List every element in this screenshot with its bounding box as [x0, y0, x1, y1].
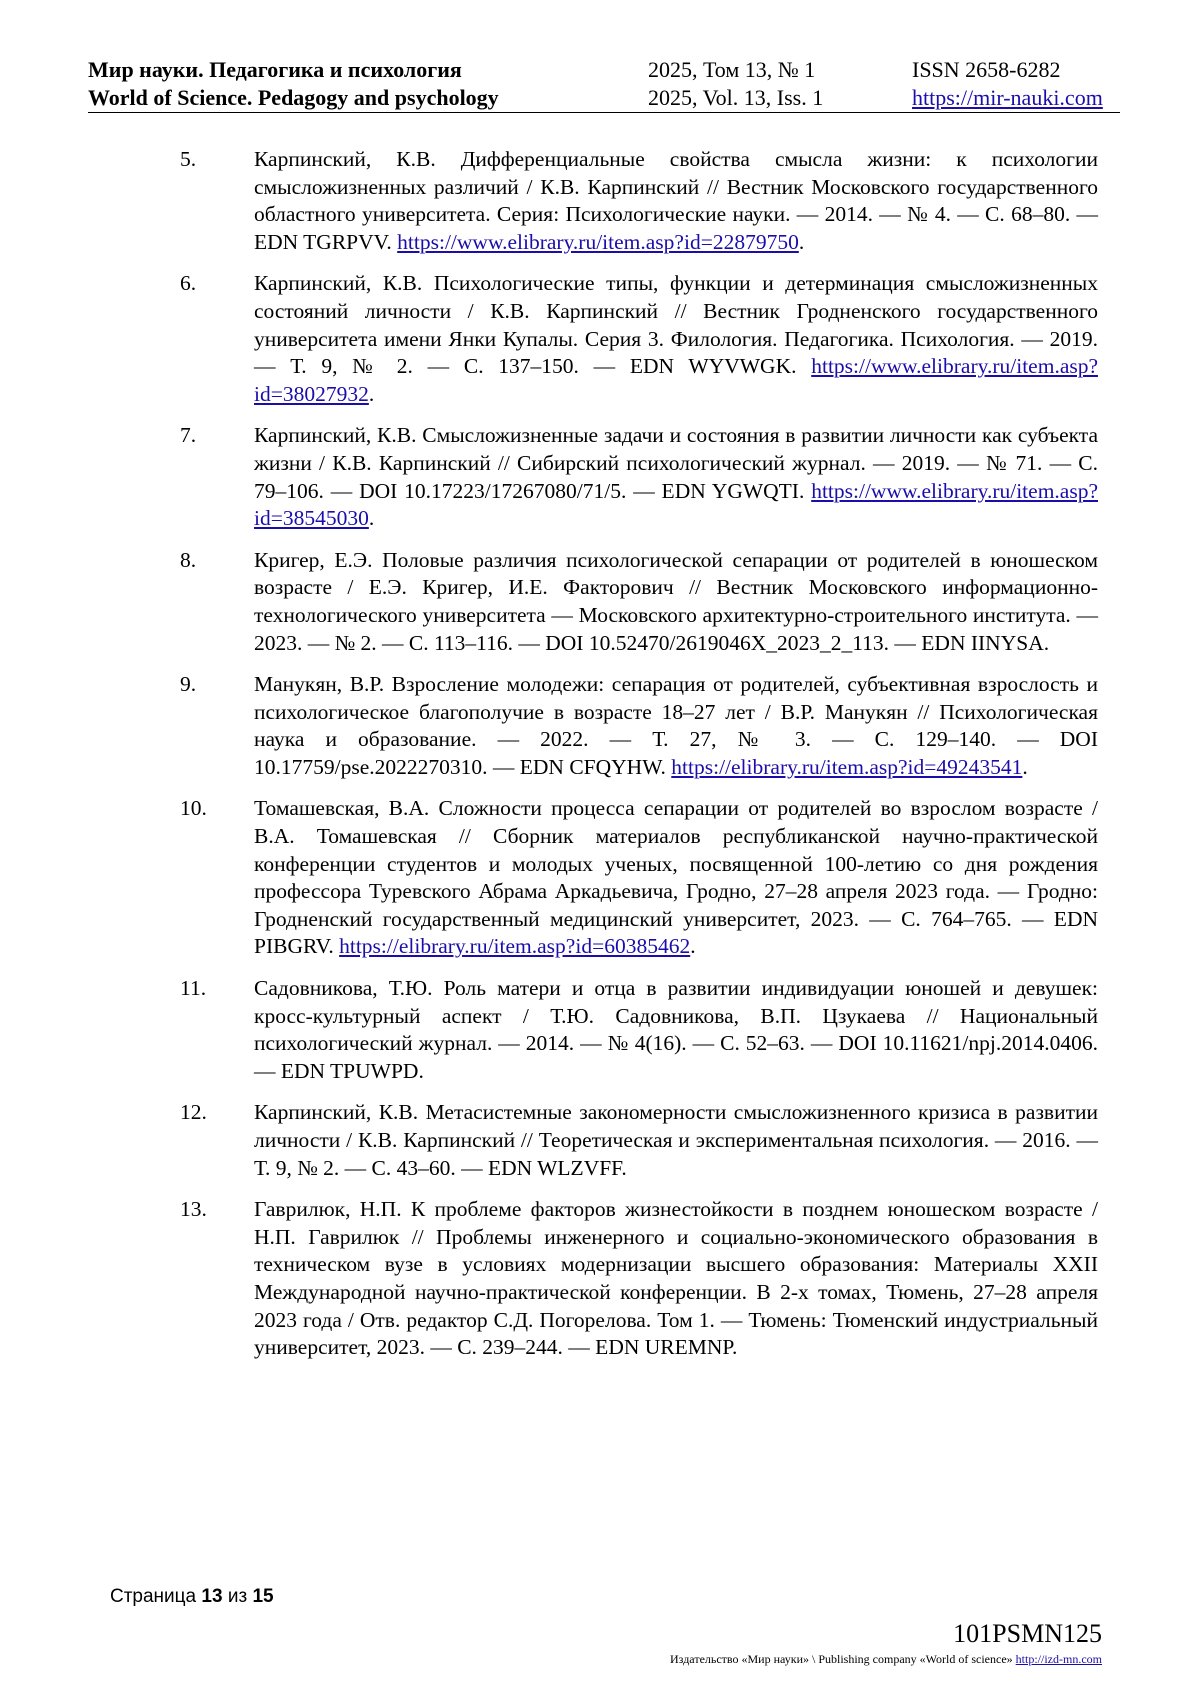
reference-item — [180, 547, 1098, 657]
reference-number: 12. — [180, 1100, 207, 1125]
issue-info — [648, 56, 823, 112]
reference-number: 7. — [180, 423, 197, 448]
journal-site-link[interactable]: https://mir-nauki.com — [912, 85, 1103, 110]
page-current: 13 — [201, 1586, 223, 1607]
page-counter — [110, 1586, 274, 1608]
reference-text: Карпинский, К.В. Смысложизненные задачи и состояния в развитии личности как субъекта жизни / К.В. Карпинский // Сибирский психологический журнал. — 2019. — № 71. — С. 79–106. — DOI 10.17223/17267080/71/5. — EDN YGWQTI. — [254, 423, 1098, 503]
reference-text: Кригер, Е.Э. Половые различия психологической сепарации от родителей в юношеском возрасте / Е.Э. Кригер, И.Е. Факторович // Вестник Московского информационно-технологического университета — Московского архитектурно-строительного института. — 2023. — № 2. — С. 113–116. — DOI 10.52470/2619046X_2023_2_113. — EDN IINYSA. — [254, 547, 1098, 655]
reference-end: . — [368, 381, 375, 406]
reference-number: 5. — [180, 147, 197, 171]
publisher-text: Издательство «Мир науки» \ Publishing company «World of science» — [670, 1652, 1013, 1666]
reference-number: 6. — [180, 271, 197, 296]
journal-title-en: World of Science. Pedagogy and psychology — [88, 85, 499, 110]
reference-number: 13. — [180, 1197, 207, 1222]
reference-end: . — [1022, 754, 1028, 779]
reference-item — [180, 671, 1098, 781]
reference-text: Манукян, В.Р. Взросление молодежи: сепарация от родителей, субъективная взрослость и психологическое благополучие в возрасте 18–27 лет / В.Р. Манукян // Психологическая наука и образование. — 2022. — Т. 27, № 3. — С. 129–140. — DOI 10.17759/pse.2022270310. — EDN CFQYHW. — [254, 672, 1098, 779]
page-total: 15 — [252, 1586, 274, 1607]
reference-text: Карпинский, К.В. Дифференциальные свойства смысла жизни: к психологии смысложизненных различий / К.В. Карпинский // Вестник Московского государственного областного университета. Серия: Психологические науки. — 2014. — № 4. — С. 68–80. — EDN TGRPVV. — [254, 147, 1098, 254]
reference-link[interactable]: https://www.elibrary.ru/item.asp?id=38545030 — [254, 478, 1098, 531]
page-label: Страница — [110, 1586, 197, 1607]
reference-number: 8. — [180, 547, 197, 572]
issn: ISSN 2658-6282 — [912, 57, 1061, 82]
reference-text: Карпинский, К.В. Психологические типы, функции и детерминация смысложизненных состояний личности / К.В. Карпинский // Вестник Гродненского государственного университета имени Янки Купалы. Серия 3. Филология. Педагогика. Психология. — 2019. — Т. 9, № 2. — С. 137–150. — EDN WYVWGK. — [254, 271, 1098, 379]
issue-info-en: 2025, Vol. 13, Iss. 1 — [648, 85, 824, 110]
page-header — [88, 56, 1120, 113]
reference-text: Садовникова, Т.Ю. Роль матери и отца в развитии индивидуации юношей и девушек: кросс-культурный аспект / Т.Ю. Садовникова, В.П. Цзукаева // Национальный психологический журнал. — 2014. — № 4(16). — С. 52–63. — DOI 10.11621/npj.2014.0406. — EDN TPUWPD. — [254, 976, 1098, 1083]
page-of: из — [227, 1586, 248, 1607]
reference-number: 11. — [180, 976, 207, 1001]
reference-end: . — [368, 506, 375, 531]
reference-link[interactable]: https://www.elibrary.ru/item.asp?id=38027932 — [254, 354, 1099, 406]
reference-item — [180, 1196, 1098, 1362]
reference-item — [180, 1099, 1098, 1182]
reference-item — [180, 146, 1098, 256]
reference-text: Томашевская, В.А. Сложности процесса сепарации от родителей во взрослом возрасте / В.А. Томашевская // Сборник материалов республиканской научно-практической конференции студентов и молодых ученых, посвященной 100-летию со дня рождения профессора Туревского Абрама Аркадьевича, Гродно, 27–28 апреля 2023 года. — Гродно: Гродненский государственный медицинский университет, 2023. — С. 764–765. — EDN PIBGRV. — [254, 796, 1098, 959]
journal-title — [88, 56, 499, 112]
reference-link[interactable]: https://www.elibrary.ru/item.asp?id=22879750 — [397, 229, 799, 254]
reference-number: 10. — [180, 796, 207, 821]
publisher-link[interactable]: http://izd-mn.com — [1015, 1652, 1102, 1666]
reference-item — [180, 795, 1098, 961]
journal-ids — [912, 56, 1103, 112]
issue-info-ru: 2025, Том 13, № 1 — [648, 57, 816, 82]
reference-end: . — [690, 934, 696, 959]
reference-item — [180, 422, 1098, 532]
reference-end: . — [798, 229, 805, 254]
reference-number: 9. — [180, 672, 197, 697]
reference-text: Карпинский, К.В. Метасистемные закономерности смысложизненного кризиса в развитии личности / К.В. Карпинский // Теоретическая и экспериментальная психология. — 2016. — Т. 9, № 2. — С. 43–60. — EDN WLZVFF. — [254, 1100, 1098, 1180]
publisher-line — [670, 1652, 1102, 1667]
reference-item — [180, 975, 1098, 1085]
reference-link[interactable]: https://elibrary.ru/item.asp?id=49243541 — [671, 754, 1023, 779]
reference-list — [180, 146, 1098, 1376]
article-code: 101PSMN125 — [953, 1619, 1102, 1648]
reference-link[interactable]: https://elibrary.ru/item.asp?id=60385462 — [339, 934, 691, 959]
reference-text: Гаврилюк, Н.П. К проблеме факторов жизнестойкости в позднем юношеском возрасте / Н.П. Гаврилюк // Проблемы инженерного и социально-экономического образования в техническом вузе в условиях модернизации высшего образования: Материалы XXII Международной научно-практической конференции. В 2-х томах, Тюмень, 27–28 апреля 2023 года / Отв. редактор С.Д. Погорелова. Том 1. — Тюмень: Тюменский индустриальный университет, 2023. — С. 239–244. — EDN UREMNP. — [254, 1197, 1098, 1360]
reference-item — [180, 270, 1098, 408]
journal-title-ru: Мир науки. Педагогика и психология — [88, 57, 462, 82]
